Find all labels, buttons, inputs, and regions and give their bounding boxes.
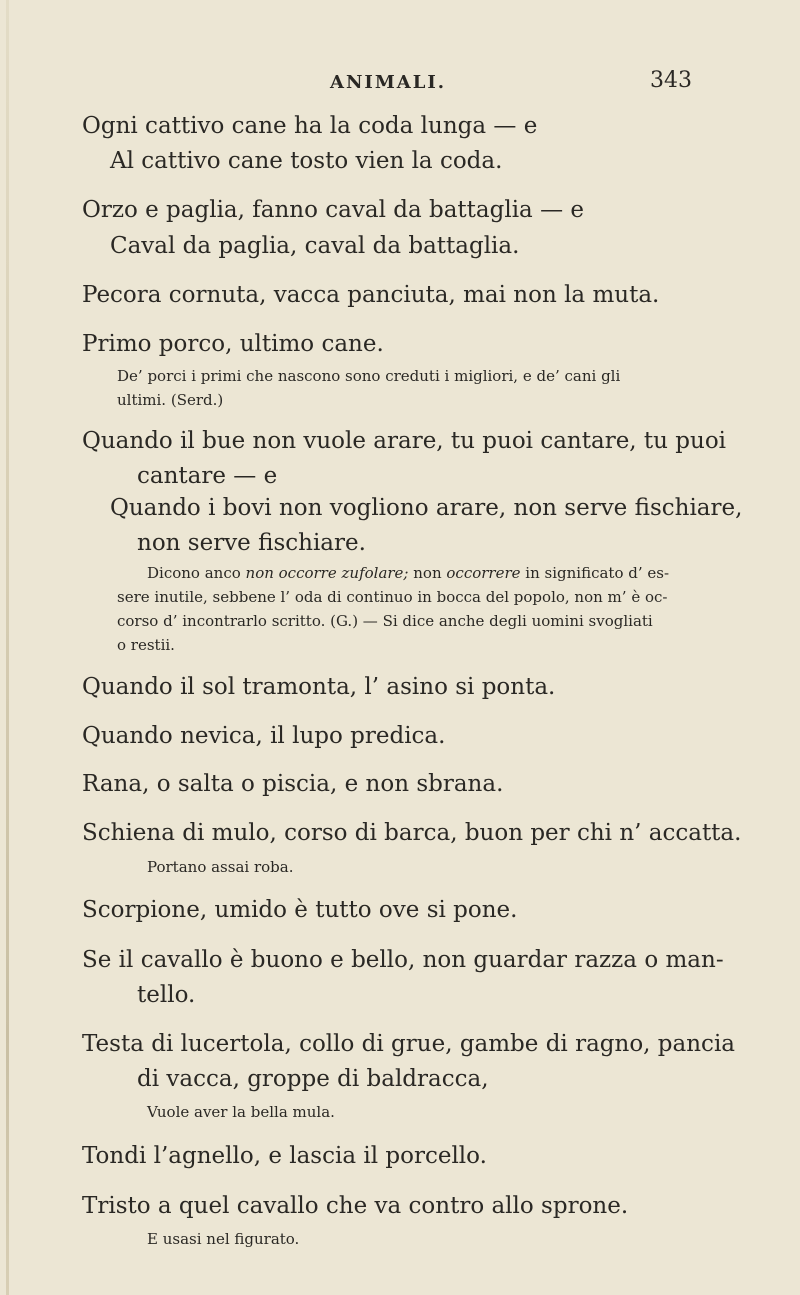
proverb-line: Quando i bovi non vogliono arare, non serve fischiare, bbox=[110, 495, 743, 521]
note-text: non bbox=[408, 564, 447, 582]
proverb-line: Tondi l’agnello, e lascia il porcello. bbox=[82, 1143, 487, 1169]
note-line bbox=[147, 562, 669, 584]
note-line: o restii. bbox=[117, 636, 175, 654]
proverb-line: Tristo a quel cavallo che va contro allo sprone. bbox=[82, 1193, 629, 1219]
proverb-line: Quando il sol tramonta, l’ asino si ponta. bbox=[82, 674, 556, 700]
note-italic: occorrere bbox=[446, 564, 521, 582]
note-line: Portano assai roba. bbox=[147, 858, 294, 876]
note-text: in significato d’ es- bbox=[520, 564, 670, 582]
proverb-line: Schiena di mulo, corso di barca, buon per chi n’ accatta. bbox=[82, 820, 742, 846]
proverb-line: Quando il bue non vuole arare, tu puoi cantare, tu puoi bbox=[82, 428, 727, 454]
note-line: sere inutile, sebbene l’ oda di continuo in bocca del popolo, non m’ è oc- bbox=[117, 588, 668, 606]
note-text: Dicono anco bbox=[147, 564, 246, 582]
proverb-line: Scorpione, umido è tutto ove si pone. bbox=[82, 897, 518, 923]
note-line: Vuole aver la bella mula. bbox=[147, 1103, 335, 1121]
proverb-line: Primo porco, ultimo cane. bbox=[82, 331, 384, 357]
proverb-line: cantare — e bbox=[137, 463, 278, 489]
note-line: De’ porci i primi che nascono sono creduti i migliori, e de’ cani gli bbox=[117, 367, 621, 385]
running-head: ANIMALI. bbox=[330, 72, 447, 93]
note-line: ultimi. (Serd.) bbox=[117, 391, 224, 409]
proverb-line: Se il cavallo è buono e bello, non guardar razza o man- bbox=[82, 947, 724, 973]
proverb-line: Testa di lucertola, collo di grue, gambe di ragno, pancia bbox=[82, 1031, 736, 1057]
note-line: corso d’ incontrarlo scritto. (G.) — Si dice anche degli uomini svogliati bbox=[117, 612, 653, 630]
page-number: 343 bbox=[650, 68, 692, 93]
proverb-line: Rana, o salta o piscia, e non sbrana. bbox=[82, 771, 504, 797]
proverb-line: Quando nevica, il lupo predica. bbox=[82, 723, 446, 749]
proverb-line: di vacca, groppe di baldracca, bbox=[137, 1066, 489, 1092]
note-line: E usasi nel figurato. bbox=[147, 1230, 300, 1248]
proverb-line: tello. bbox=[137, 982, 196, 1008]
proverb-line: non serve fischiare. bbox=[137, 530, 366, 556]
binding-edge bbox=[6, 0, 9, 1295]
proverb-line: Caval da paglia, caval da battaglia. bbox=[110, 233, 520, 259]
proverb-line: Ogni cattivo cane ha la coda lunga — e bbox=[82, 113, 538, 139]
proverb-line: Pecora cornuta, vacca panciuta, mai non la muta. bbox=[82, 282, 660, 308]
note-italic: non occorre zufolare; bbox=[245, 564, 409, 582]
proverb-line: Al cattivo cane tosto vien la coda. bbox=[110, 148, 503, 174]
proverb-line: Orzo e paglia, fanno caval da battaglia — e bbox=[82, 197, 584, 223]
